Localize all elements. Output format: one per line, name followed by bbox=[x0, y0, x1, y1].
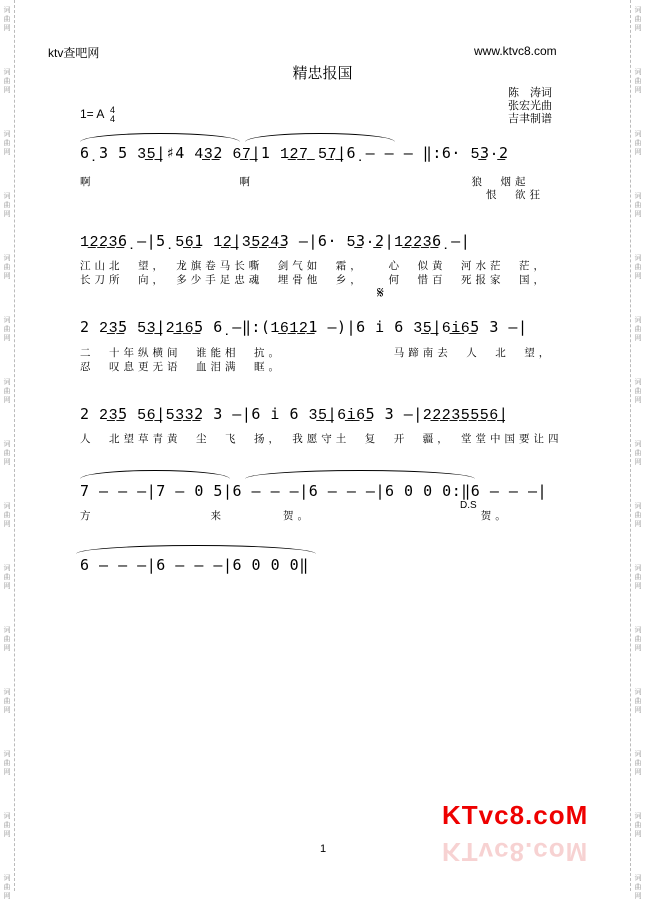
watermark-text: 词 曲 网 bbox=[634, 255, 642, 280]
time-top: 4 bbox=[110, 105, 116, 115]
watermark-text: 词 曲 网 bbox=[3, 193, 11, 218]
segno-sign: 𝄋 bbox=[377, 285, 384, 302]
lyrics-line-3a: 二 十年纵横间 谁能相 抗。 马蹄南去 人 北 望， bbox=[80, 347, 554, 359]
phrase-slur bbox=[80, 133, 240, 142]
watermark-text: 词 曲 网 bbox=[634, 379, 642, 404]
watermark-text: 词 曲 网 bbox=[634, 7, 642, 32]
score-line-6: 6 — — —|6 — — —|6 0 0 0‖ bbox=[80, 556, 309, 574]
watermark-text: 词 曲 网 bbox=[3, 317, 11, 342]
lyrics-line-5a: 方 来 贺。 贺。 bbox=[80, 510, 510, 522]
site-name-left: ktv查吧网 bbox=[48, 46, 100, 60]
watermark-text: 词 曲 网 bbox=[3, 379, 11, 404]
ktvc8-logo: KTvc8.coM bbox=[442, 800, 589, 830]
time-signature bbox=[110, 106, 115, 124]
watermark-text: 词 曲 网 bbox=[634, 565, 642, 590]
lyrics-line-4a: 人 北望草青黄 尘 飞 扬， 我愿守土 复 开 疆， 堂堂中国要让四 bbox=[80, 433, 563, 445]
lyrics-line-1a: 啊 啊 狼 烟起 bbox=[80, 176, 530, 188]
lyrics-line-2a: 江山北 望， 龙旗卷马长嘶 剑气如 霜， 心 似黄 河水茫 茫， bbox=[80, 260, 548, 272]
watermark-text: 词 曲 网 bbox=[634, 317, 642, 342]
watermark-text: 词 曲 网 bbox=[3, 689, 11, 714]
watermark-text: 词 曲 网 bbox=[634, 193, 642, 218]
watermark-text: 词 曲 网 bbox=[3, 69, 11, 94]
watermark-text: 词 曲 网 bbox=[634, 131, 642, 156]
watermark-text: 词 曲 网 bbox=[634, 813, 642, 838]
watermark-text: 词 曲 网 bbox=[3, 131, 11, 156]
watermark-text: 词 曲 网 bbox=[634, 875, 642, 900]
phrase-slur bbox=[245, 133, 395, 142]
tie-slur bbox=[80, 470, 230, 479]
watermark-text: 词 曲 网 bbox=[634, 503, 642, 528]
key-signature bbox=[80, 106, 115, 124]
watermark-text: 词 曲 网 bbox=[3, 503, 11, 528]
left-margin-watermark-strip bbox=[0, 0, 15, 900]
watermark-text: 词 曲 网 bbox=[634, 627, 642, 652]
ktvc8-logo-reflection: KTvc8.coM bbox=[442, 837, 589, 867]
right-margin-watermark-strip bbox=[630, 0, 645, 900]
arranger-credit: 吉聿制谱 bbox=[508, 113, 552, 125]
watermark-text: 词 曲 网 bbox=[3, 751, 11, 776]
composer-credit: 张宏光曲 bbox=[508, 100, 552, 112]
score-line-1: 6̣ 3 5 3͟5͟|♯4 4͟3͟2 6͟7͟|1 1͟2͟7͟ 5͟7͟|6̣ — — — ‖:6· 5͟3·͟2 bbox=[80, 144, 509, 162]
score-line-3: 2 2͟3͟5 5͟3͟|2͟1͟6͟5 6̣ —‖:(1͟6͟1͟2͟1 —)|6 i 6 3͟5͟|6͟i͟6͟5 3 —| bbox=[80, 318, 528, 336]
watermark-text: 词 曲 网 bbox=[3, 255, 11, 280]
watermark-text: 词 曲 网 bbox=[3, 875, 11, 900]
song-title: 精忠报国 bbox=[292, 65, 353, 82]
tie-slur bbox=[76, 545, 316, 554]
lyrics-line-2b: 长刀所 向， 多少手足忠魂 埋骨他 乡， 何 惜百 死报家 国， bbox=[80, 274, 548, 286]
watermark-text: 词 曲 网 bbox=[3, 441, 11, 466]
watermark-text: 词 曲 网 bbox=[634, 69, 642, 94]
watermark-text: 词 曲 网 bbox=[3, 565, 11, 590]
ds-mark: D.S bbox=[460, 500, 477, 511]
watermark-text: 词 曲 网 bbox=[634, 441, 642, 466]
time-bottom: 4 bbox=[110, 114, 116, 124]
score-line-4: 2 2͟3͟5 5͟6͟|5͟3͟3͟2 3 —|6 i 6 3͟5͟|6͟i͟6͟5 3 —|2͟2͟2͟3͟5͟5͟5͟6͟| bbox=[80, 405, 509, 423]
watermark-text: 词 曲 网 bbox=[3, 7, 11, 32]
key-prefix: 1= A bbox=[80, 107, 104, 122]
page-number: 1 bbox=[320, 843, 327, 855]
score-line-5: 7 — — —|7 — 0 5|6 — — —|6 — — —|6 0 0 0:‖6 — — —| bbox=[80, 482, 548, 500]
tie-slur bbox=[245, 470, 475, 479]
watermark-text: 词 曲 网 bbox=[3, 813, 11, 838]
lyrics-line-3b: 忍 叹息更无语 血泪满 眶。 bbox=[80, 361, 283, 373]
watermark-text: 词 曲 网 bbox=[634, 751, 642, 776]
watermark-text: 词 曲 网 bbox=[3, 627, 11, 652]
lyricist-credit: 陈 涛词 bbox=[508, 87, 552, 99]
site-url-right: www.ktvc8.com bbox=[474, 44, 557, 58]
watermark-text: 词 曲 网 bbox=[634, 689, 642, 714]
score-line-2: 1͟2͟2͟3͟6̣ —|5̣ 5͟6͟1 1͟2͟|3͟5͟2͟4͟3 —|6· 5͟3·͟2|1͟2͟2͟3͟6̣ —| bbox=[80, 232, 471, 250]
lyrics-line-1b: 恨 欲狂 bbox=[80, 189, 544, 201]
